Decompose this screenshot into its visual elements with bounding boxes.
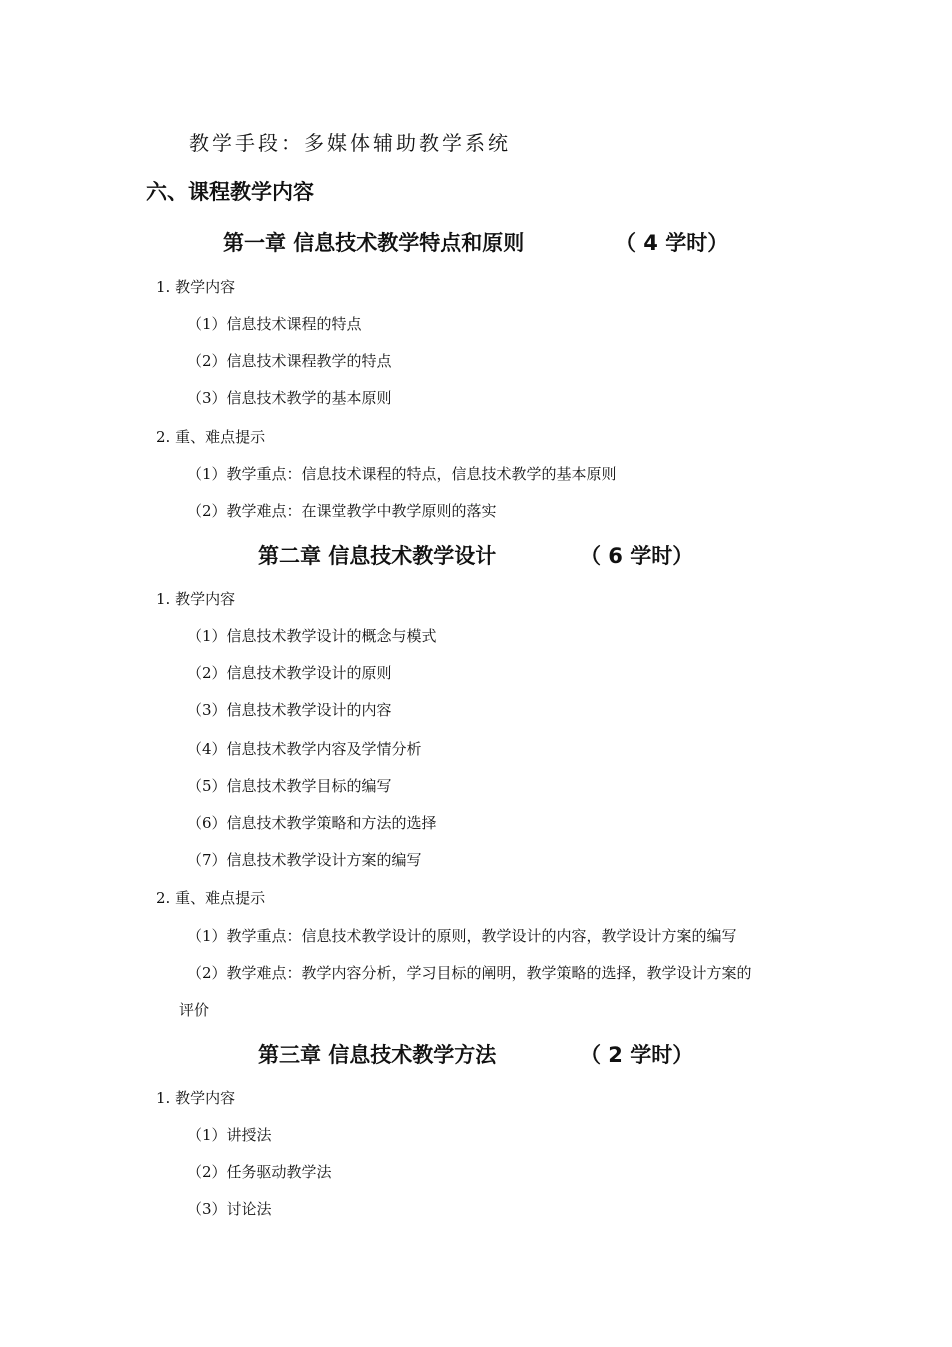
chapter-3-hours: （ 2 学时） [580, 1043, 694, 1067]
chapter-2-item: （5）信息技术教学目标的编写 [187, 777, 392, 795]
chapter-2-key-item: （2）教学难点：教学内容分析，学习目标的阐明，教学策略的选择，教学设计方案的 [187, 964, 752, 982]
chapter-2-item: （4）信息技术教学内容及学情分析 [187, 740, 422, 758]
chapter-1-content-heading: 1. 教学内容 [156, 278, 236, 296]
chapter-2-item: （1）信息技术教学设计的概念与模式 [187, 627, 437, 645]
chapter-2-item: （3）信息技术教学设计的内容 [187, 701, 392, 719]
chapter-2-hours: （ 6 学时） [580, 544, 694, 568]
chapter-1-key-heading: 2. 重、难点提示 [156, 428, 266, 446]
chapter-2-content-heading: 1. 教学内容 [156, 590, 236, 608]
chapter-1-key-item: （2）教学难点：在课堂教学中教学原则的落实 [187, 502, 497, 520]
chapter-2-heading [258, 540, 694, 570]
chapter-3-item: （3）讨论法 [187, 1200, 272, 1218]
chapter-2-item: （7）信息技术教学设计方案的编写 [187, 851, 422, 869]
section-title: 六、课程教学内容 [146, 180, 314, 204]
chapter-2-title: 第二章 信息技术教学设计 [258, 544, 497, 568]
chapter-2-key-item: （1）教学重点：信息技术教学设计的原则，教学设计的内容，教学设计方案的编写 [187, 927, 737, 945]
chapter-3-content-heading: 1. 教学内容 [156, 1089, 236, 1107]
chapter-1-item: （1）信息技术课程的特点 [187, 315, 362, 333]
chapter-1-hours: （ 4 学时） [615, 231, 729, 255]
chapter-1-title: 第一章 信息技术教学特点和原则 [223, 231, 525, 255]
chapter-1-item: （3）信息技术教学的基本原则 [187, 389, 392, 407]
chapter-2-item: （6）信息技术教学策略和方法的选择 [187, 814, 437, 832]
chapter-2-item: （2）信息技术教学设计的原则 [187, 664, 392, 682]
chapter-3-item: （2）任务驱动教学法 [187, 1163, 332, 1181]
teaching-method-line: 教学手段：多媒体辅助教学系统 [189, 131, 511, 155]
chapter-3-heading [258, 1039, 694, 1069]
chapter-2-key-item-continuation: 评价 [179, 1001, 210, 1019]
chapter-3-title: 第三章 信息技术教学方法 [258, 1043, 497, 1067]
chapter-1-item: （2）信息技术课程教学的特点 [187, 352, 392, 370]
chapter-2-key-heading: 2. 重、难点提示 [156, 889, 266, 907]
chapter-1-heading [223, 227, 729, 257]
chapter-3-item: （1）讲授法 [187, 1126, 272, 1144]
chapter-1-key-item: （1）教学重点：信息技术课程的特点，信息技术教学的基本原则 [187, 465, 617, 483]
